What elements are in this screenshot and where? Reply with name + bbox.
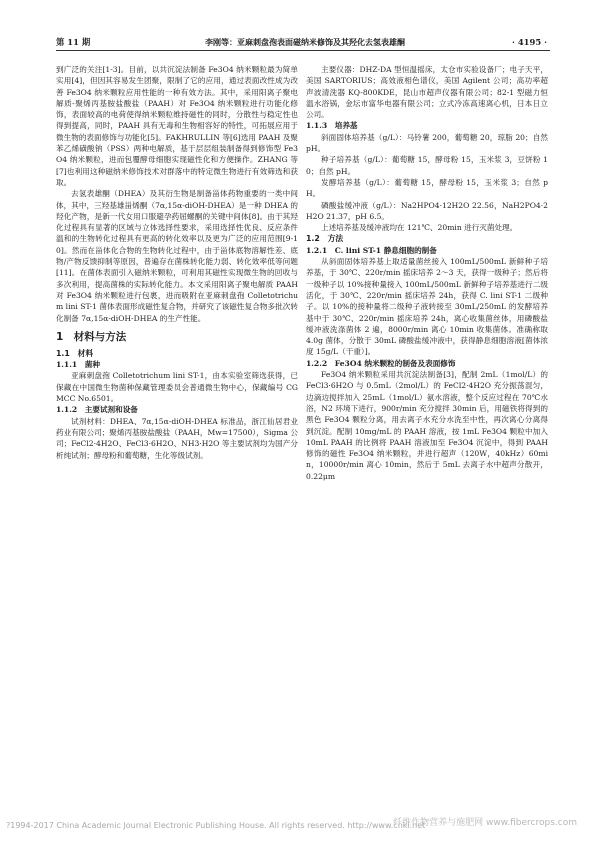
running-title: 李刚等：亚麻刺盘孢表面磁纳米修饰及其羟化去氢表雄酮 xyxy=(205,37,405,47)
copyright-notice: ?1994-2017 China Academic Journal Electronic Publishing House. All rights reserved. http://www.cnki.net xyxy=(6,821,426,830)
page-number: · 4195 · xyxy=(512,37,547,47)
header-rule xyxy=(56,50,550,51)
subsection-heading-resting-cells: 1.2.1 C. lini ST-1 静息细胞的制备 xyxy=(306,245,437,255)
fermentation-medium-paragraph: 发酵培养基（g/L）：葡萄糖 15，酵母粉 15，玉米浆 3；自然 pH。 xyxy=(306,177,548,199)
strain-paragraph: 亚麻刺盘孢 Colletotrichum lini ST-1，由本实验室筛选获得，已保藏在中国微生物菌种保藏管理委员会普通微生物中心，保藏编号 CGMCC No.6501。 xyxy=(56,371,298,404)
subsection-heading-reagents: 1.1.2 主要试剂和设备 xyxy=(56,405,138,415)
journal-issue: 第 11 期 xyxy=(56,37,91,47)
page-footer xyxy=(0,818,595,838)
intro-paragraph-1: 到广泛的关注[1-3]。目前，以共沉淀法制备 Fe3O4 纳米颗粒最为简单实用[4]，但因其容易发生团聚，限制了它的应用，通过表面改性成为改善 Fe3O4 纳米颗粒应用性能的一种有效方法。其中，采用阳离子聚电解质-聚烯丙基胺盐酸盐（PAAH）对 Fe3O4 纳米颗粒进行功能化修饰，表面较高的电荷使得纳米颗粒维持磁性的同时，分散性与稳定性也得到提高，同时，PAAH 具有无毒和生物相容好的特性，可拓展应用于微生物的表面修饰与功能化[5]。FAKHRULLIN 等[6]选用 PAAH 及聚苯乙烯磺酸钠（PSS）两种电解质，基于层层组装制备得到修饰型 Fe3O4 纳米颗粒，进而包覆酵母细胞实现磁性化和方便操作。ZHANG 等[7]也利用这种磁纳米修饰技术对群落中的特定微生物进行有效筛选和获取。 xyxy=(56,65,298,187)
seed-medium-paragraph: 种子培养基（g/L）：葡萄糖 15，酵母粉 15，玉米浆 3，豆饼粉 10；自然 pH。 xyxy=(306,155,548,176)
subsection-heading-strain: 1.1.1 菌种 xyxy=(56,360,100,370)
subsection-heading-methods: 1.2 方法 xyxy=(306,234,344,244)
site-watermark: 纤维作物营养与施肥网 www.fibercrops.com xyxy=(393,818,577,828)
right-column xyxy=(306,64,548,482)
subsection-heading-materials: 1.1 材料 xyxy=(56,348,94,358)
instruments-paragraph: 主要仪器：DHZ-DA 型恒温摇床，太仓市实验设备厂；电子天平，美国 SARTORIUS；高效液相色谱仪，美国 Agilent 公司；高功率超声波清洗器 KQ-800KDE，昆山市超声仪器有限公司；82-1 型磁力恒温水浴锅，金坛市富华电器有限公司；立式冷冻高速离心机，日本日立公司。 xyxy=(306,65,548,120)
sterilization-paragraph: 上述培养基及缓冲液均在 121℃、20min 进行灭菌处理。 xyxy=(321,223,518,233)
section-heading-materials-methods: 1 材料与方法 xyxy=(56,330,127,343)
subsection-heading-nanoparticles: 1.2.2 Fe3O4 纳米颗粒的制备及表面修饰 xyxy=(306,358,456,368)
page-header xyxy=(0,0,595,48)
reagents-paragraph: 试剂材料：DHEA、7α,15α-diOH-DHEA 标准品，浙江仙居君业药业有限公司；聚烯丙基胺盐酸盐（PAAH，Mw=17500），Sigma 公司；FeCl2·4H2O、FeCl3·6H2O、NH3·H2O 等主要试剂均为国产分析纯试剂；酵母粉和葡萄糖，生化等级试剂。 xyxy=(56,416,298,460)
buffer-paragraph: 磷酸盐缓冲液（g/L）：Na2HPO4·12H2O 22.56，NaH2PO4·2H2O 21.37，pH 6.5。 xyxy=(306,200,548,221)
resting-cells-paragraph: 从斜面固体培养基上取适量菌丝接入 100mL/500mL 新鲜种子培养基，于 30℃、220r/min 摇床培养 2～3 天，获得一级种子；然后将一级种子以 10%接种量接入 100mL/500mL 新鲜种子培养基进行二级活化，于 30℃、220r/min 摇床培养 24h，获得 C. lini ST-1 二级种子。以 10%的接种量将二级种子液转接至 30mL/250mL 的发酵培养基中于 30℃、220r/min 摇床培养 24h，离心收集菌丝体，用磷酸盐缓冲液洗涤菌体 2 遍，8000r/min 离心 10min 收集菌体。准确称取 4.0g 菌体，分散于 30mL 磷酸盐缓冲液中，获得静息细胞溶液[菌体浓度 15g/L（干重）]。 xyxy=(306,257,548,357)
subsection-heading-media: 1.1.3 培养基 xyxy=(306,121,358,131)
intro-paragraph-2: 去氢表雄酮（DHEA）及其衍生物是制备甾体药物重要的一类中间体，其中，三羟基雄甾烯酮（7α,15α-diOH-DHEA）是一种 DHEA 的羟化产物，是新一代女用口服避孕药屈螺酮的关键中间体[8]。由于其羟化过程具有显著的区域与立体选择性要求，采用选择性优良、反应条件温和的生物转化过程具有更高的转化效率以及更为广泛的应用范围[9-10]。然而在甾体化合物的生物转化过程中，由于甾体底物溶解性差、底物/产物反馈抑制等原因，普遍存在菌株转化能力弱、转化效率低等问题[11]。在菌体表面引入磁纳米颗粒，可利用其磁性实现微生物的回收与多次利用，提高菌株的实际转化能力。本文采用阳离子聚电解质 PAAH 对 Fe3O4 纳米颗粒进行包裹，进而吸附在亚麻刺盘孢 Colletotrichum lini ST-1 菌体表面形成磁性复合物，并研究了该磁性复合物多批次转化制备 7α,15α-diOH-DHEA 的生产性能。 xyxy=(56,189,298,323)
slant-medium-paragraph: 斜面固体培养基（g/L）：马铃薯 200，葡萄糖 20，琼脂 20；自然 pH。 xyxy=(306,132,548,154)
nanoparticles-paragraph: Fe3O4 纳米颗粒采用共沉淀法制备[3]，配制 2mL（1mol/L）的 FeCl3·6H2O 与 0.5mL（2mol/L）的 FeCl2·4H2O 充分振荡混匀，边滴边搅拌加入 25mL（1mol/L）氨水溶液，整个反应过程在 70℃水浴，N2 环境下进行，900r/min 充分搅拌 30min 后，用磁铁将得到的黑色 Fe3O4 颗粒分离，用去离子水充分水洗至中性，再次离心分离得到沉淀。配制 10mg/mL 的 PAAH 溶液，按 1mL Fe3O4 颗粒中加入 10mL PAAH 的比例将 PAAH 溶液加至 Fe3O4 沉淀中，得到 PAAH 修饰的磁性 Fe3O4 纳米颗粒，并进行超声（120W，40kHz）60min，10000r/min 离心 10min，然后于 5mL 去离子水中超声分散开，0.22μm xyxy=(306,370,548,481)
left-column xyxy=(56,64,298,461)
